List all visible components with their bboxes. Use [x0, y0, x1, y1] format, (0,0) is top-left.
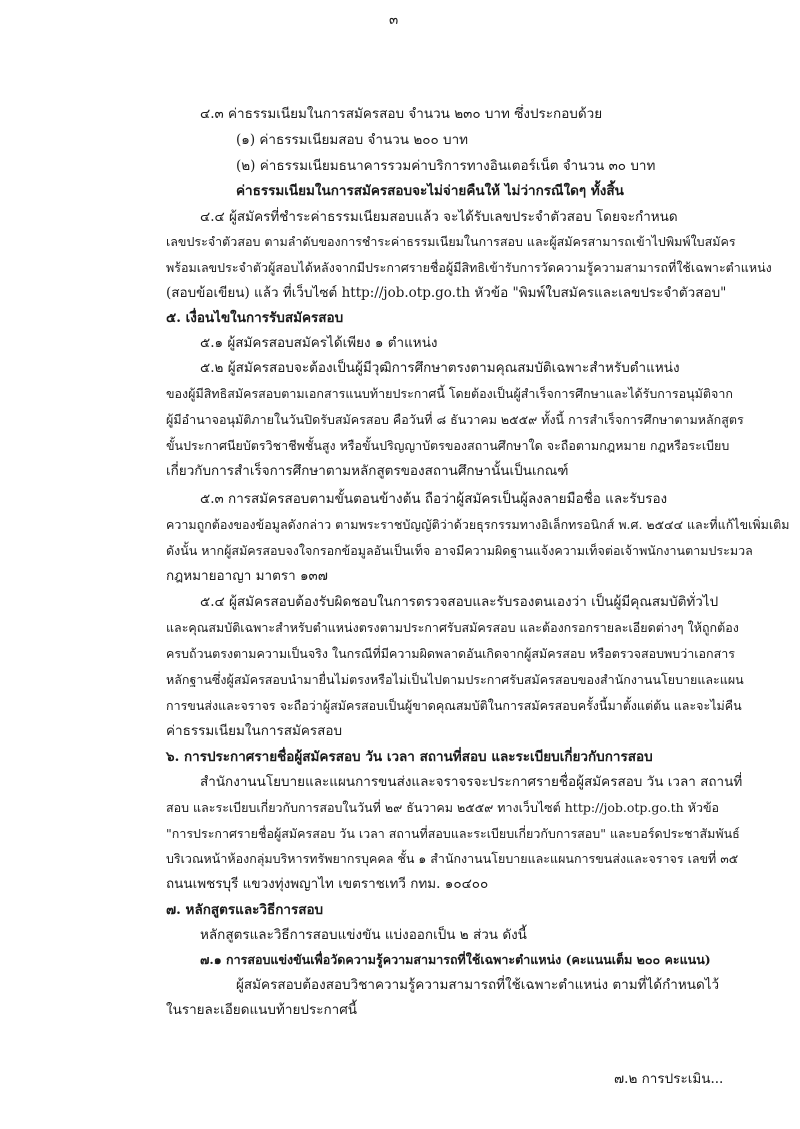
paragraph-line: หลักฐานซึ่งผู้สมัครสอบนำมายื่นไม่ตรงหรือไม่เป็นไปตามประกาศรับสมัครสอบของสำนักงานนโยบายและแผน	[166, 672, 744, 687]
paragraph-line: เกี่ยวกับการสำเร็จการศึกษาตามหลักสูตรของสถานศึกษานั้นเป็นเกณฑ์	[166, 463, 569, 479]
section-7-heading: ๗. หลักสูตรและวิธีการสอบ	[166, 902, 324, 918]
paragraph-line: บริเวณหน้าห้องกลุ่มบริหารทรัพยากรบุคคล ชั้น ๑ สำนักงานนโยบายและแผนการขนส่งและจราจร เลขที่ ๓๕	[166, 851, 739, 866]
line-4-3-2: (๒) ค่าธรรมเนียมธนาคารรวมค่าบริการทางอินเตอร์เน็ต จำนวน ๓๐ บาท	[236, 158, 656, 174]
line-4-4: ๔.๔ ผู้สมัครที่ชำระค่าธรรมเนียมสอบแล้ว จะได้รับเลขประจำตัวสอบ โดยจะกำหนด	[200, 209, 678, 225]
paragraph-line: ในรายละเอียดแนบท้ายประกาศนี้	[166, 1002, 357, 1018]
paragraph-line: การขนส่งและจราจร จะถือว่าผู้สมัครสอบเป็นผู้ขาดคุณสมบัติในการสมัครสอบครั้งนี้มาตั้งแต่ต้น และจะไม่คืน	[166, 698, 742, 713]
paragraph-line: ครบถ้วนตรงตามความเป็นจริง ในกรณีที่มีความผิดพลาดอันเกิดจากผู้สมัครสอบ หรือตรวจสอบพบว่าเอกสาร	[166, 646, 735, 661]
section-5-heading: ๕. เงื่อนไขในการรับสมัครสอบ	[166, 310, 344, 326]
page-number: ๓	[389, 12, 399, 28]
paragraph-line: ดังนั้น หากผู้สมัครสอบจงใจกรอกข้อมูลอันเป็นเท็จ อาจมีความผิดฐานแจ้งความเท็จต่อเจ้าพนักงานตามประมวล	[166, 543, 753, 558]
line-5-3: ๕.๓ การสมัครสอบตามขั้นตอนข้างต้น ถือว่าผู้สมัครเป็นผู้ลงลายมือชื่อ และรับรอง	[200, 491, 668, 507]
line-4-3: ๔.๓ ค่าธรรมเนียมในการสมัครสอบ จำนวน ๒๓๐ บาท ซึ่งประกอบด้วย	[200, 106, 603, 122]
paragraph-line: ค่าธรรมเนียมในการสมัครสอบ	[166, 723, 343, 739]
paragraph-line: ขั้นประกาศนียบัตรวิชาชีพชั้นสูง หรือขั้นปริญญาบัตรของสถานศึกษาใด จะถือตามกฎหมาย กฎหรือระเบียบ	[166, 438, 730, 453]
section-6-heading: ๖. การประกาศรายชื่อผู้สมัครสอบ วัน เวลา สถานที่สอบ และระเบียบเกี่ยวกับการสอบ	[166, 749, 653, 765]
paragraph-line: และคุณสมบัติเฉพาะสำหรับตำแหน่งตรงตามประกาศรับสมัครสอบ และต้องกรอกรายละเอียดต่างๆ ให้ถูกต้อง	[166, 620, 739, 635]
line-5-4: ๕.๔ ผู้สมัครสอบต้องรับผิดชอบในการตรวจสอบและรับรองตนเองว่า เป็นผู้มีคุณสมบัติทั่วไป	[200, 594, 719, 610]
paragraph-line: สอบ และระเบียบเกี่ยวกับการสอบในวันที่ ๒๙ ธันวาคม ๒๕๕๙ ทางเว็บไซต์ http://job.otp.go.th หัวข้อ	[166, 800, 720, 815]
paragraph-line: ผู้มีอำนาจอนุมัติภายในวันปิดรับสมัครสอบ คือวันที่ ๘ ธันวาคม ๒๕๕๙ ทั้งนี้ การสำเร็จการศึกษาตามหลักสูตร	[166, 412, 744, 427]
paragraph-line: ความถูกต้องของข้อมูลดังกล่าว ตามพระราชบัญญัติว่าด้วยธุรกรรมทางอิเล็กทรอนิกส์ พ.ศ. ๒๕๔๔ และที่แก้ไขเพิ่มเติม	[166, 517, 790, 532]
paragraph-line: หลักสูตรและวิธีการสอบแข่งขัน แบ่งออกเป็น ๒ ส่วน ดังนี้	[200, 927, 527, 943]
paragraph-line: "การประกาศรายชื่อผู้สมัครสอบ วัน เวลา สถานที่สอบและระเบียบเกี่ยวกับการสอบ" และบอร์ดประชาสัมพันธ์	[166, 826, 740, 841]
paragraph-line: กฎหมายอาญา มาตรา ๑๓๗	[166, 568, 328, 584]
paragraph-line: ผู้สมัครสอบต้องสอบวิชาความรู้ความสามารถที่ใช้เฉพาะตำแหน่ง ตามที่ได้กำหนดไว้	[236, 977, 720, 993]
line-5-1: ๕.๑ ผู้สมัครสอบสมัครได้เพียง ๑ ตำแหน่ง	[200, 335, 438, 351]
line-7-1: ๗.๑ การสอบแข่งขันเพื่อวัดความรู้ความสามารถที่ใช้เฉพาะตำแหน่ง (คะแนนเต็ม ๒๐๐ คะแนน)	[200, 952, 711, 967]
line-5-2: ๕.๒ ผู้สมัครสอบจะต้องเป็นผู้มีวุฒิการศึกษาตรงตามคุณสมบัติเฉพาะสำหรับตำแหน่ง	[200, 360, 680, 376]
line-4-3-1: (๑) ค่าธรรมเนียมสอบ จำนวน ๒๐๐ บาท	[236, 132, 469, 148]
paragraph-line: เลขประจำตัวสอบ ตามลำดับของการชำระค่าธรรมเนียมในการสอบ และผู้สมัครสามารถเข้าไปพิมพ์ใบสมัคร	[166, 234, 736, 249]
paragraph-line: สำนักงานนโยบายและแผนการขนส่งและจราจรจะประกาศรายชื่อผู้สมัครสอบ วัน เวลา สถานที่	[200, 774, 743, 790]
paragraph-line: (สอบข้อเขียน) แล้ว ที่เว็บไซต์ http://job.otp.go.th หัวข้อ "พิมพ์ใบสมัครและเลขประจำตัวสอบ"	[166, 285, 727, 301]
paragraph-line: ถนนเพชรบุรี แขวงทุ่งพญาไท เขตราชเทวี กทม. ๑๐๔๐๐	[166, 876, 489, 892]
paragraph-line: ของผู้มีสิทธิสมัครสอบตามเอกสารแนบท้ายประกาศนี้ โดยต้องเป็นผู้สำเร็จการศึกษาและได้รับการอนุมัติจาก	[166, 386, 733, 401]
fee-nonrefundable-note: ค่าธรรมเนียมในการสมัครสอบจะไม่จ่ายคืนให้ ไม่ว่ากรณีใดๆ ทั้งสิ้น	[236, 183, 624, 199]
continuation-marker: ๗.๒ การประเมิน...	[614, 1071, 724, 1087]
paragraph-line: พร้อมเลขประจำตัวผู้สอบได้หลังจากมีประกาศรายชื่อผู้มีสิทธิเข้ารับการวัดความรู้ความสามารถที่ใช้เฉพาะตำแหน่ง	[166, 260, 772, 275]
